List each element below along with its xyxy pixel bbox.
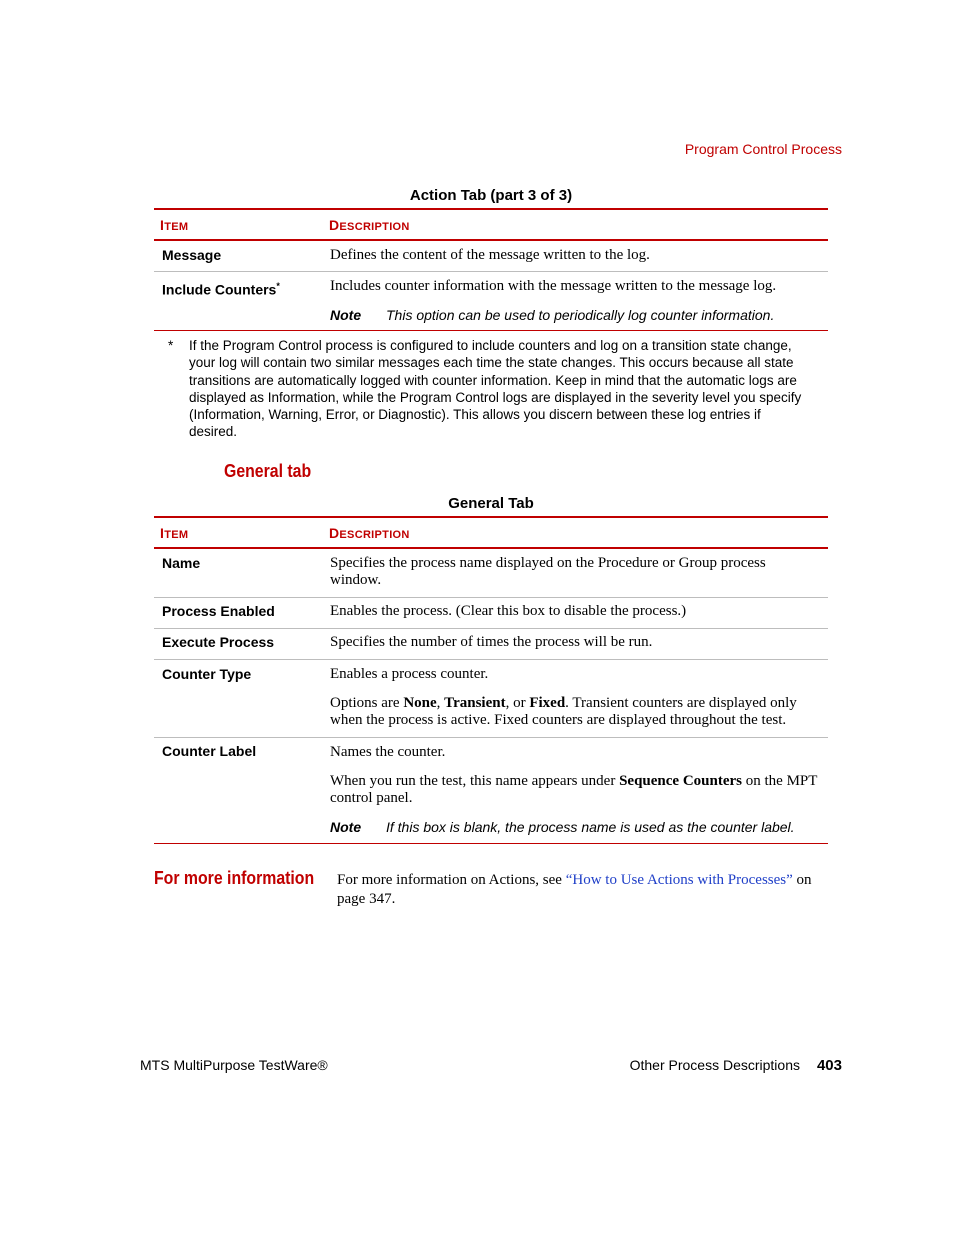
table-caption: General Tab [448, 495, 534, 512]
footnote-text: If the Program Control process is configured to include counters and log on a transition state change, your log will contain two similar messages each time the state changes. This occurs because all state transitions are automatically logged with counter information. Keep in mind that the automatic logs are displayed as Information, while the Program Control logs are displayed in the severity level you specify (Information, Warning, Error, or Diagnostic). This allows you discern between these log entries if desired. [189, 338, 802, 440]
row-item: Counter Type [162, 666, 252, 682]
general-tab-heading: General tab [224, 461, 312, 481]
page-number: 403 [816, 1057, 842, 1074]
footer-product: MTS MultiPurpose TestWare® [140, 1057, 328, 1073]
table-header [154, 208, 828, 241]
row-options: Options are None, Transient, or Fixed. Transient counters are displayed only when the process is active. Fixed counters are displayed throughout the test. [330, 695, 797, 728]
row-description: Specifies the process name displayed on the Procedure or Group process window. [330, 555, 766, 588]
note-label: Note [330, 307, 362, 323]
running-head: Program Control Process [684, 141, 842, 157]
row-description: Specifies the number of times the process will be run. [330, 634, 653, 650]
row-item: Include Counters* [162, 281, 280, 298]
table-row [154, 598, 828, 629]
note-text: If this box is blank, the process name is used as the counter label. [386, 819, 795, 835]
row-description: Defines the content of the message written to the log. [330, 247, 650, 263]
row-description: Enables a process counter. [330, 666, 489, 682]
row-description: Names the counter. [330, 744, 446, 760]
table-row [154, 241, 828, 272]
row-item: Counter Label [162, 743, 257, 759]
row-description: Includes counter information with the message written to the message log. [330, 278, 777, 294]
note-label: Note [330, 819, 362, 835]
table-row [154, 549, 828, 598]
note-text: This option can be used to periodically log counter information. [386, 307, 775, 323]
row-item: Message [162, 247, 222, 263]
row-note [330, 819, 820, 836]
row-detail: When you run the test, this name appears under Sequence Counters on the MPT control panel. [330, 773, 818, 806]
row-description: Enables the process. (Clear this box to disable the process.) [330, 603, 687, 619]
footnote-ref: * [276, 281, 280, 291]
cross-reference-link[interactable]: “How to Use Actions with Processes” [565, 872, 793, 888]
row-item: Name [162, 555, 201, 571]
more-info-text: For more information on Actions, see “How to Use Actions with Processes” on page 347. [337, 872, 812, 907]
header-item: ITEM [160, 217, 189, 233]
footer-section: Other Process Descriptions [629, 1057, 800, 1073]
action-tab-table [154, 187, 828, 331]
more-info-heading: For more information [154, 868, 315, 888]
header-item: ITEM [160, 525, 189, 541]
table-row [154, 660, 828, 738]
general-tab-table [154, 495, 828, 844]
header-description: DESCRIPTION [329, 525, 410, 541]
row-item: Process Enabled [162, 603, 275, 619]
table-row [154, 738, 828, 844]
table-caption: Action Tab (part 3 of 3) [409, 187, 573, 204]
row-item: Execute Process [162, 634, 275, 650]
footnote-marker: * [168, 338, 174, 353]
header-description: DESCRIPTION [329, 217, 410, 233]
table-row [154, 272, 828, 331]
row-note [330, 307, 820, 324]
table-header [154, 516, 828, 549]
table-row [154, 629, 828, 660]
footnote [168, 337, 808, 441]
